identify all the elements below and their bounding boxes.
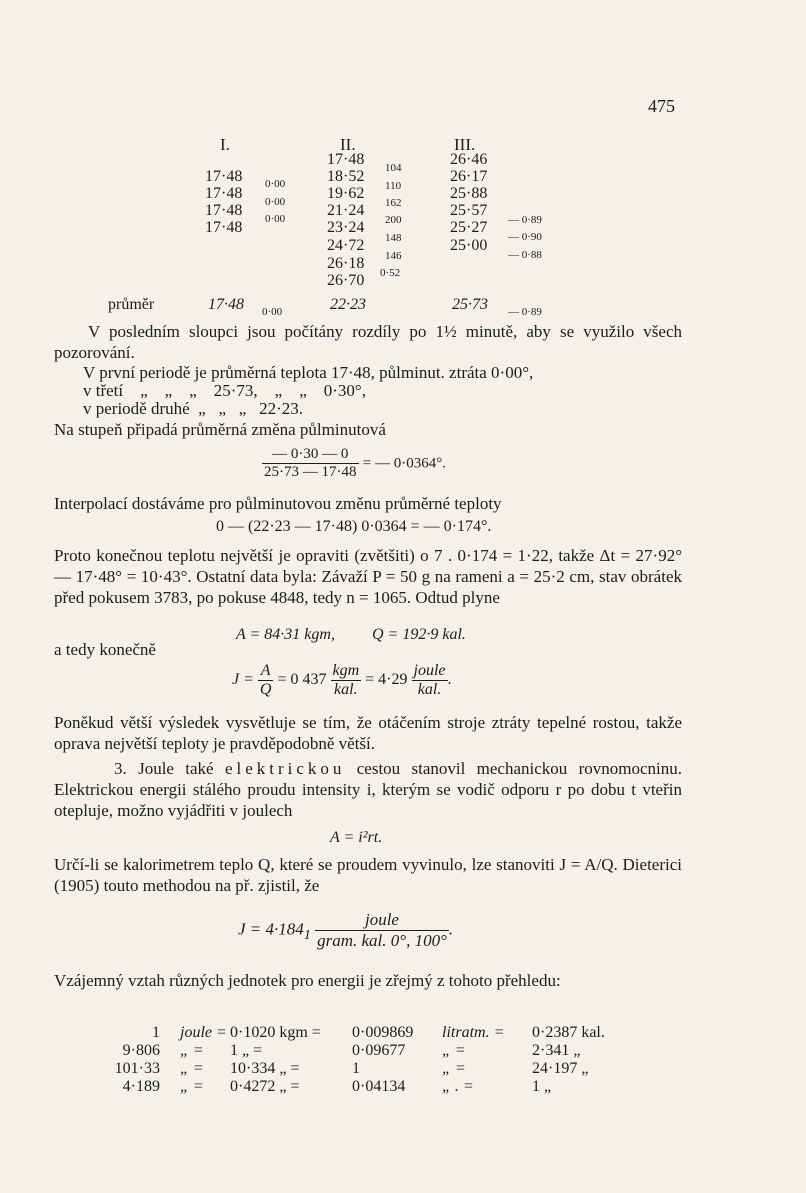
- paragraph-units-intro: Vzájemný vztah různých jednotek pro energii je zřejmý z tohoto přehledu:: [54, 971, 561, 990]
- units-cell: 24·197 „: [532, 1060, 589, 1077]
- col3-diff: — 0·90: [508, 231, 542, 243]
- units-cell: „ =: [180, 1042, 204, 1059]
- units-cell: 0·009869: [352, 1024, 414, 1041]
- equation-energy: A = i²rt.: [330, 829, 383, 846]
- fraction-numerator: — 0·30 — 0: [262, 446, 359, 464]
- paragraph-dieterici: Určí-li se kalorimetrem teplo Q, které se proudem vyvinulo, lze stanoviti J = A/Q. Dieterici (1905) touto methodou na př. zjistil, že: [54, 855, 682, 895]
- units-cell: „ . =: [442, 1078, 474, 1095]
- units-cell: 0·09677: [352, 1042, 406, 1059]
- units-cell: 0·2387 kal.: [532, 1024, 605, 1041]
- average-label: průměr: [108, 296, 155, 313]
- units-cell: 1 „: [532, 1078, 552, 1095]
- average-col2: 22·23: [330, 296, 366, 313]
- text-line: a tedy konečně: [54, 640, 156, 659]
- text-fragment: 3. Joule také: [114, 759, 214, 778]
- text-line: V první periodě je průměrná teplota 17·48, půlminut. ztráta 0·00°,: [83, 363, 534, 382]
- col2-value: 24·72: [327, 237, 365, 254]
- equation-q: Q = 192·9 kal.: [372, 626, 466, 643]
- average-col3: 25·73: [452, 296, 488, 313]
- col2-diff: 110: [385, 180, 402, 192]
- units-cell: 1 „ =: [230, 1042, 263, 1059]
- col3-value: 25·88: [450, 185, 488, 202]
- average-col1-diff: 0·00: [262, 306, 283, 318]
- page-number: 475: [648, 96, 675, 116]
- equation-j: J = $\frac{A}{Q}$ = 0 437 $\frac{\text{kgm}}{\text{kal.}}$ = 4·29 $\frac{\text{joule}}{\text{kal.}}$ .: [232, 662, 452, 698]
- column-header-iii: III.: [454, 135, 476, 154]
- col3-value: 25·57: [450, 202, 488, 219]
- fraction-numerator: joule: [413, 662, 446, 679]
- col3-value: 26·46: [450, 151, 488, 168]
- col1-diff: 0·00: [265, 178, 286, 190]
- col2-diff: 104: [385, 162, 402, 174]
- paragraph-explanation: Poněkud větší výsledek vysvětluje se tím, že otáčením stroje ztráty tepelné rostou, takže oprava největší teploty je pravděpodobně větší.: [54, 713, 682, 753]
- col2-value: 26·18: [327, 255, 365, 272]
- col2-value: 26·70: [327, 272, 365, 289]
- col1-value: 17·48: [205, 185, 243, 202]
- eq-subscript: 1: [303, 926, 311, 943]
- eq-mid: = 4·29: [365, 671, 408, 689]
- text-line: v periodě druhé „ „ „ 22·23.: [83, 399, 303, 418]
- units-cell: 9·806: [122, 1042, 160, 1059]
- column-header-ii: II.: [340, 135, 356, 154]
- fraction-numerator: A: [258, 662, 274, 681]
- units-cell: 1: [152, 1024, 160, 1041]
- col2-value: 23·24: [327, 219, 365, 236]
- fraction-denominator: 25·73 — 17·48: [264, 464, 357, 480]
- text-fragment: cestou stanovil mechanickou rovnomocninu. Elektrickou energii stálého proudu intensity i, kterým se vodič odporu r po dobu t vteřin otepluje, možno vyjádřiti v joulech: [54, 759, 683, 820]
- eq-mid: = 0 437: [277, 671, 327, 689]
- col3-value: 26·17: [450, 168, 488, 185]
- fraction-denominator: kal.: [334, 681, 358, 698]
- units-cell: 0·04134: [352, 1078, 406, 1095]
- units-cell: 101·33: [114, 1060, 160, 1077]
- col1-diff: 0·00: [265, 213, 286, 225]
- spaced-word: elektrickou: [224, 759, 346, 778]
- fraction-denominator: gram. kal. 0°, 100°: [317, 931, 447, 950]
- col2-diff: 200: [385, 214, 402, 226]
- col2-value: 19·62: [327, 185, 365, 202]
- text-line: v třetí „ „ „ 25·73, „ „ 0·30°,: [83, 381, 366, 400]
- eq-lhs: J = 4·184: [238, 919, 304, 939]
- equation-fraction: [262, 446, 446, 481]
- units-cell: litratm. =: [442, 1024, 505, 1041]
- units-cell: joule =: [180, 1024, 227, 1041]
- units-cell: 10·334 „ =: [230, 1060, 300, 1077]
- average-col3-diff: — 0·89: [508, 306, 542, 318]
- fraction-numerator: joule: [315, 910, 449, 931]
- units-cell: 4·189: [122, 1078, 160, 1095]
- units-cell: „ =: [180, 1060, 204, 1077]
- fraction-numerator: kgm: [332, 662, 360, 679]
- units-cell: 0·4272 „ =: [230, 1078, 300, 1095]
- equation-dieterici: $J = 4\cdot 184_1$ $\frac{\text{joule}}{\text{gram. kal. 0°, 100°}}$ .: [238, 910, 454, 950]
- col2-value: 21·24: [327, 202, 365, 219]
- equation-interpolation: 0 — (22·23 — 17·48) 0·0364 = — 0·174°.: [216, 518, 492, 535]
- col1-value: 17·48: [205, 202, 243, 219]
- units-cell: 0·1020 kgm =: [230, 1024, 321, 1041]
- units-cell: „ =: [442, 1042, 466, 1059]
- units-cell: „ =: [442, 1060, 466, 1077]
- paragraph-joule: [54, 758, 682, 821]
- col3-diff: — 0·89: [508, 214, 542, 226]
- col2-value: 18·52: [327, 168, 365, 185]
- column-header-i: I.: [220, 135, 230, 154]
- units-cell: „ =: [180, 1078, 204, 1095]
- col1-value: 17·48: [205, 219, 243, 236]
- fraction-denominator: Q: [259, 681, 272, 698]
- units-cell: 1: [352, 1060, 360, 1077]
- col2-diff: 148: [385, 232, 402, 244]
- fraction-result: = — 0·0364°.: [362, 455, 446, 472]
- col2-diff: 162: [385, 197, 402, 209]
- eq-lhs: J =: [232, 671, 254, 689]
- fraction-denominator: kal.: [417, 681, 442, 698]
- paragraph-result: Proto konečnou teplotu největší je opraviti (zvětšiti) o 7 . 0·174 = 1·22, takže Δt = 27·92° — 17·48° = 10·43°. Ostatní data byla: Závaží P = 50 g na rameni a = 25·2 cm, stav obrátek před pokusem 3783, po pokuse 4848, tedy n = 1065. Odtud plyne: [54, 546, 682, 607]
- col3-value: 25·27: [450, 219, 488, 236]
- text-line: Interpolací dostáváme pro půlminutovou změnu průměrné teploty: [54, 494, 502, 513]
- col2-diff: 146: [385, 250, 402, 262]
- col1-diff: 0·00: [265, 196, 286, 208]
- col1-value: 17·48: [205, 168, 243, 185]
- paragraph-note: V posledním sloupci jsou počítány rozdíly po 1½ minutě, aby se využilo všech pozorování.: [54, 322, 682, 362]
- col2-diff: 0·52: [380, 267, 401, 279]
- col3-diff: — 0·88: [508, 249, 542, 261]
- equation-a: A = 84·31 kgm,: [236, 626, 335, 643]
- units-cell: 2·341 „: [532, 1042, 581, 1059]
- col3-value: 25·00: [450, 237, 488, 254]
- text-line: Na stupeň připadá průměrná změna půlminutová: [54, 420, 386, 439]
- average-col1: 17·48: [208, 296, 244, 313]
- col2-value: 17·48: [327, 151, 365, 168]
